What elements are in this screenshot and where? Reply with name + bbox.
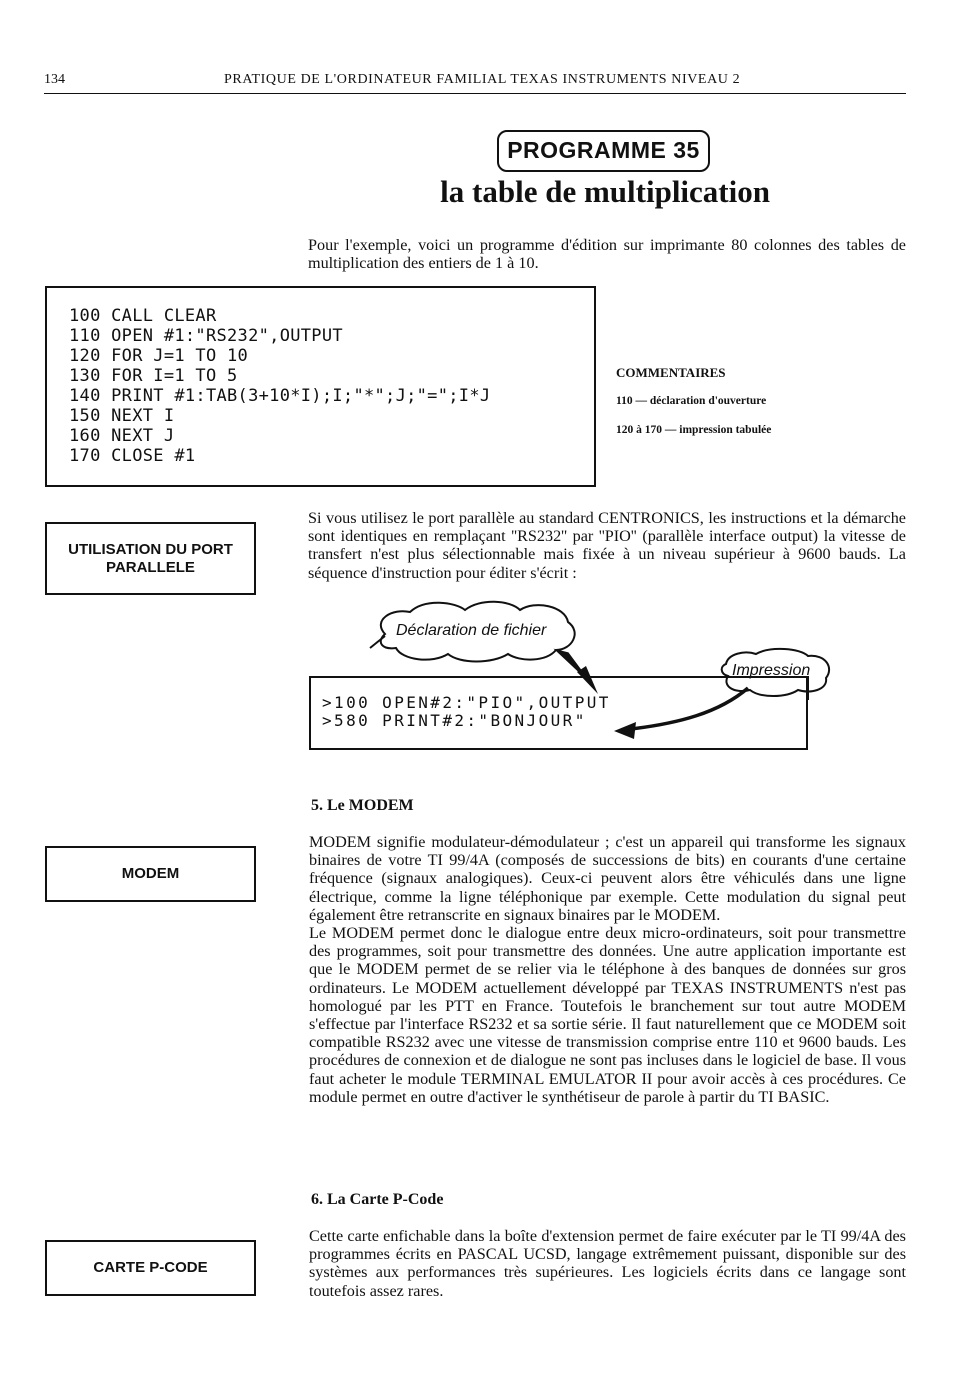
code-line: 110 OPEN #1:"RS232",OUTPUT	[69, 326, 343, 346]
code-line: 160 NEXT J	[69, 426, 175, 446]
modem-paragraph-1: MODEM signifie modulateur-démodulateur ; c'est un appareil qui transforme les signaux binaires de votre TI 99/4A (composés de successions de bits) en courants d'une certaine fréquence (signaux analogiques). Ceux-ci peuvent alors être véhiculés dans une ligne électrique, comme la ligne téléphonique par exemple. Cette modulation du signal peut également être retranscrite en signaux binaires par le MODEM.	[309, 833, 906, 924]
side-label-line: UTILISATION DU PORT	[68, 540, 233, 558]
code-line: 100 CALL CLEAR	[69, 306, 217, 326]
program-badge: PROGRAMME 35	[497, 130, 710, 172]
intro-paragraph: Pour l'exemple, voici un programme d'édition sur imprimante 80 colonnes des tables de multiplication des entiers de 1 à 10.	[308, 236, 906, 273]
code-line: 150 NEXT I	[69, 406, 175, 426]
impression-label: Impression	[732, 662, 811, 679]
page-number: 134	[44, 72, 65, 87]
declaration-label: Déclaration de fichier	[396, 622, 547, 639]
modem-paragraph	[309, 833, 906, 1106]
command-line: >580 PRINT#2:"BONJOUR"	[322, 711, 587, 730]
code-line: 170 CLOSE #1	[69, 446, 196, 466]
modem-paragraph-2: Le MODEM permet donc le dialogue entre deux micro-ordinateurs, soit pour transmettre des programmes, soit pour transmettre des données. Une autre application importante est que le MODEM permet de se relier via le téléphone à des banques de données sur gros ordinateurs. Le MODEM actuellement développé par TEXAS INSTRUMENTS n'est pas homologué par les PTT en France. Toutefois le branchement sur tout autre MODEM s'effectue par l'interface RS232 et sa sortie série. Il faut naturellement que ce MODEM soit compatible RS232 avec une vitesse de transmission comprise entre 110 et 9600 bauds. Les procédures de connexion et de dialogue ne sont pas incluses dans le logiciel de base. Il vous faut acheter le module TERMINAL EMULATOR II pour avoir accès à ces procédures. Ce module permet en outre d'activer le synthétiseur de parole à partir du TI BASIC.	[309, 924, 906, 1106]
comment-item: 120 à 170 — impression tabulée	[616, 424, 772, 436]
comments-title: COMMENTAIRES	[616, 365, 726, 380]
side-label-line: MODEM	[121, 865, 180, 882]
section-heading-modem: 5. Le MODEM	[311, 797, 414, 814]
parallel-paragraph: Si vous utilisez le port parallèle au standard CENTRONICS, les instructions et la démarche sont identiques en remplaçant ''RS232'' par ''PIO'' (parallèle interface output) la vitesse de transfert n'est plus sélectionnable mais fixée à un niveau supérieur à 9600 bauds. La séquence d'instruction pour éditer s'écrit :	[308, 509, 906, 582]
command-line: >100 OPEN#2:"PIO",OUTPUT	[322, 693, 611, 712]
code-line: 130 FOR I=1 TO 5	[69, 366, 238, 386]
code-line: 140 PRINT #1:TAB(3+10*I);I;"*";J;"=";I*J	[69, 386, 491, 406]
side-label-modem	[45, 846, 256, 902]
pcode-paragraph: Cette carte enfichable dans la boîte d'extension permet de faire exécuter par le TI 99/4A des programmes écrits en PASCAL UCSD, langage extrêmement puissant, disponible sur des systèmes aux performances très supérieures. Les logiciels écrits dans ce langage sont toutefois assez rares.	[309, 1227, 906, 1300]
comment-item: 110 — déclaration d'ouverture	[616, 395, 767, 407]
program-title: la table de multiplication	[440, 174, 770, 209]
side-label-pcode	[45, 1240, 256, 1296]
section-heading-pcode: 6. La Carte P-Code	[311, 1191, 444, 1208]
side-label-line: CARTE P-CODE	[93, 1259, 208, 1276]
code-line: 120 FOR J=1 TO 10	[69, 346, 249, 366]
running-title: PRATIQUE DE L'ORDINATEUR FAMILIAL TEXAS INSTRUMENTS NIVEAU 2	[224, 72, 741, 87]
side-label-line: PARALLELE	[106, 558, 195, 576]
